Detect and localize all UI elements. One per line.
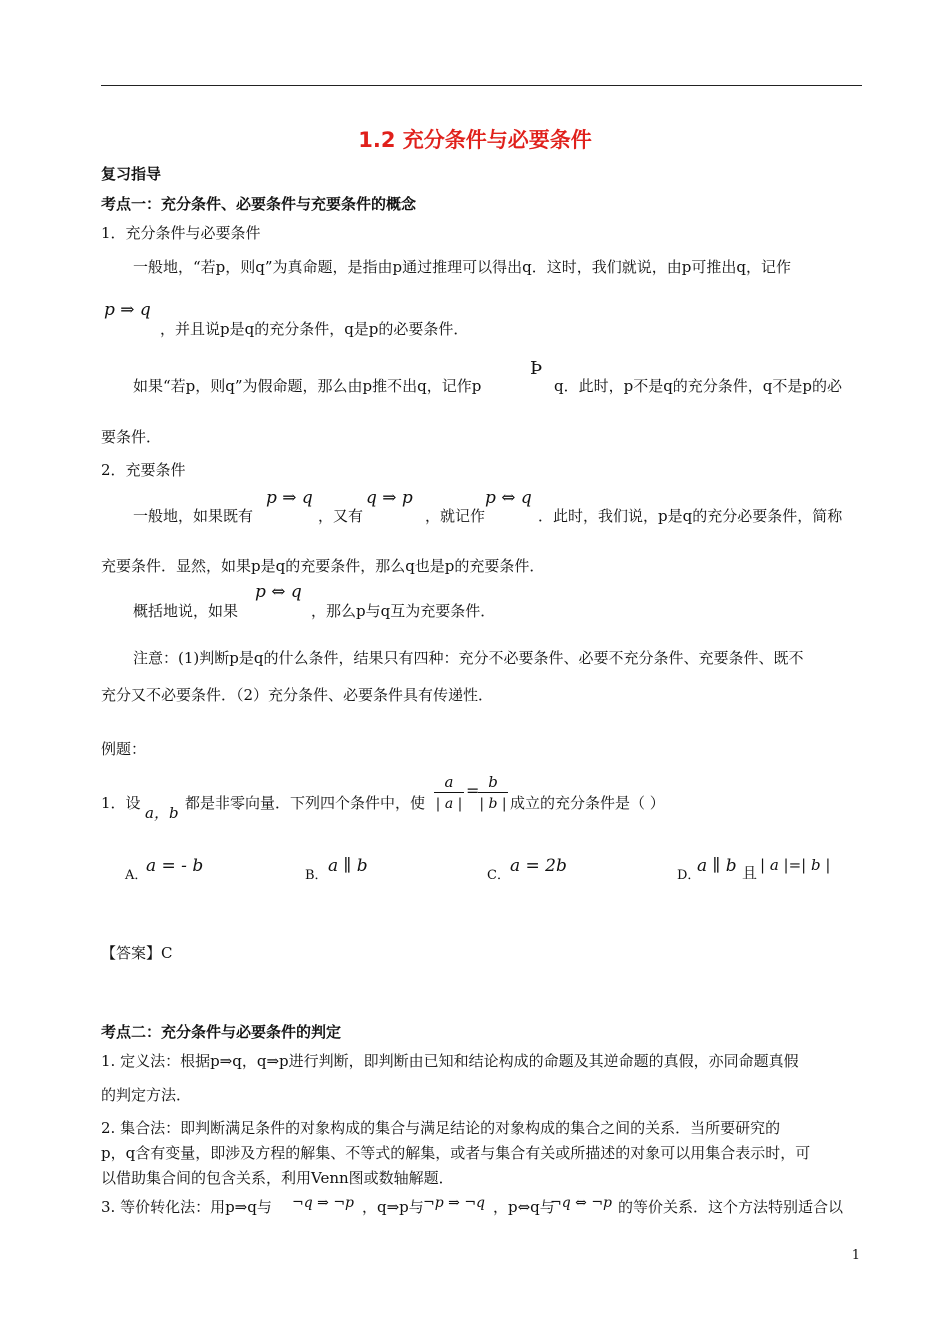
method2-line1: 2. 集合法：即判断满足条件的对象构成的集合与满足结论的对象构成的集合之间的关系．当所要研究的 bbox=[101, 1119, 781, 1137]
method2-line3: 以借助集合间的包含关系，利用Venn图或数轴解题． bbox=[101, 1169, 454, 1187]
option-a-math: a = - b bbox=[146, 856, 204, 876]
method3-part-b: ，q⇒p与 bbox=[362, 1198, 424, 1216]
review-heading: 复习指导 bbox=[101, 165, 162, 183]
method3-part-a: 3. 等价转化法：用p⇒q与 bbox=[101, 1198, 272, 1216]
para3-part-d: ．此时，我们说，p是q的充分必要条件，简称 bbox=[538, 507, 843, 525]
fraction2-denominator: | b | bbox=[479, 796, 507, 812]
para3-part-c: ，就记作 bbox=[425, 507, 486, 525]
para4-part-b: ，那么p与q互为充要条件． bbox=[311, 602, 496, 620]
option-b-math: a ∥ b bbox=[328, 856, 368, 876]
para2-part-b: q．此时，p不是q的充分条件，q不是p的必 bbox=[554, 377, 843, 395]
math-p3-3: p ⇔ q bbox=[485, 488, 532, 508]
math-p3-1: p ⇒ q bbox=[266, 488, 313, 508]
option-c-label: C． bbox=[487, 868, 510, 883]
option-b-label: B． bbox=[305, 868, 328, 883]
page-number: 1 bbox=[851, 1248, 860, 1263]
option-c-math: a = 2b bbox=[510, 856, 567, 876]
option-a-label: A． bbox=[125, 868, 148, 883]
section2-heading: 考点二：充分条件与必要条件的判定 bbox=[101, 1023, 342, 1041]
question1-vars: a，b bbox=[145, 804, 179, 822]
item1-heading: 1．充分条件与必要条件 bbox=[101, 224, 261, 242]
equals-sign: = bbox=[466, 781, 480, 800]
method3-part-c: ，p⇔q与 bbox=[493, 1198, 555, 1216]
para3-part-a: 一般地，如果既有 bbox=[133, 507, 254, 525]
fraction-a-over-norm-a bbox=[434, 772, 464, 815]
option-d-and: 且 bbox=[742, 864, 758, 882]
header-rule bbox=[101, 85, 862, 86]
page-title: 1.2 充分条件与必要条件 bbox=[358, 128, 592, 152]
example-label: 例题： bbox=[101, 740, 147, 758]
para3-line2: 充要条件．显然，如果p是q的充要条件，那么q也是p的充要条件． bbox=[101, 557, 545, 575]
option-d-math1: a ∥ b bbox=[697, 856, 737, 876]
note-line2: 充分又不必要条件．（2）充分条件、必要条件具有传递性． bbox=[101, 686, 494, 704]
method1-line2: 的判定方法． bbox=[101, 1086, 192, 1104]
para4-part-a: 概括地说，如果 bbox=[133, 602, 239, 620]
method3-math1: ¬q ⇒ ¬p bbox=[292, 1195, 355, 1211]
section1-heading: 考点一：充分条件、必要条件与充要条件的概念 bbox=[101, 195, 417, 213]
para2-part-a: 如果“若p，则q”为假命题，那么由p推不出q，记作p bbox=[133, 377, 482, 395]
method3-part-d: 的等价关系．这个方法特别适合以 bbox=[618, 1198, 844, 1216]
not-implies-symbol: Þ bbox=[530, 358, 543, 379]
method3-math2: ¬p ⇒ ¬q bbox=[423, 1195, 486, 1211]
method3-math3: ¬q ⇔ ¬p bbox=[550, 1195, 613, 1211]
fraction1-denominator: | a | bbox=[435, 796, 463, 812]
question1-part-b: 都是非零向量．下列四个条件中，使 bbox=[185, 794, 426, 812]
para3-part-b: ，又有 bbox=[318, 507, 364, 525]
option-d-math2: | a |=| b | bbox=[760, 856, 831, 874]
math-p3-2: q ⇒ p bbox=[366, 488, 413, 508]
fraction1-numerator: a bbox=[434, 772, 464, 793]
option-d-label: D． bbox=[677, 868, 701, 883]
answer: 【答案】C bbox=[101, 944, 173, 962]
question1-part-c: 成立的充分条件是（ ） bbox=[510, 794, 665, 812]
math-p4: p ⇔ q bbox=[255, 582, 302, 602]
item2-heading: 2．充要条件 bbox=[101, 461, 186, 479]
math-p-implies-q: p ⇒ q bbox=[104, 300, 151, 320]
method1-line1: 1. 定义法：根据p⇒q，q⇒p进行判断，即判断由已知和结论构成的命题及其逆命题的真假，亦同命题真假 bbox=[101, 1052, 799, 1070]
method2-line2: p，q含有变量，即涉及方程的解集、不等式的解集，或者与集合有关或所描述的对象可以用集合表示时，可 bbox=[101, 1144, 811, 1162]
para1-line1: 一般地，“若p，则q”为真命题，是指由p通过推理可以得出q．这时，我们就说，由p可推出q，记作 bbox=[133, 258, 791, 276]
para1-line2: ，并且说p是q的充分条件，q是p的必要条件． bbox=[160, 320, 469, 338]
question1-part-a: 1．设 bbox=[101, 794, 141, 812]
fraction2-numerator: b bbox=[478, 772, 508, 793]
fraction-b-over-norm-b bbox=[478, 772, 508, 815]
note-line1: 注意：(1)判断p是q的什么条件，结果只有四种：充分不必要条件、必要不充分条件、充要条件、既不 bbox=[133, 649, 804, 667]
para2-part-c: 要条件． bbox=[101, 428, 162, 446]
